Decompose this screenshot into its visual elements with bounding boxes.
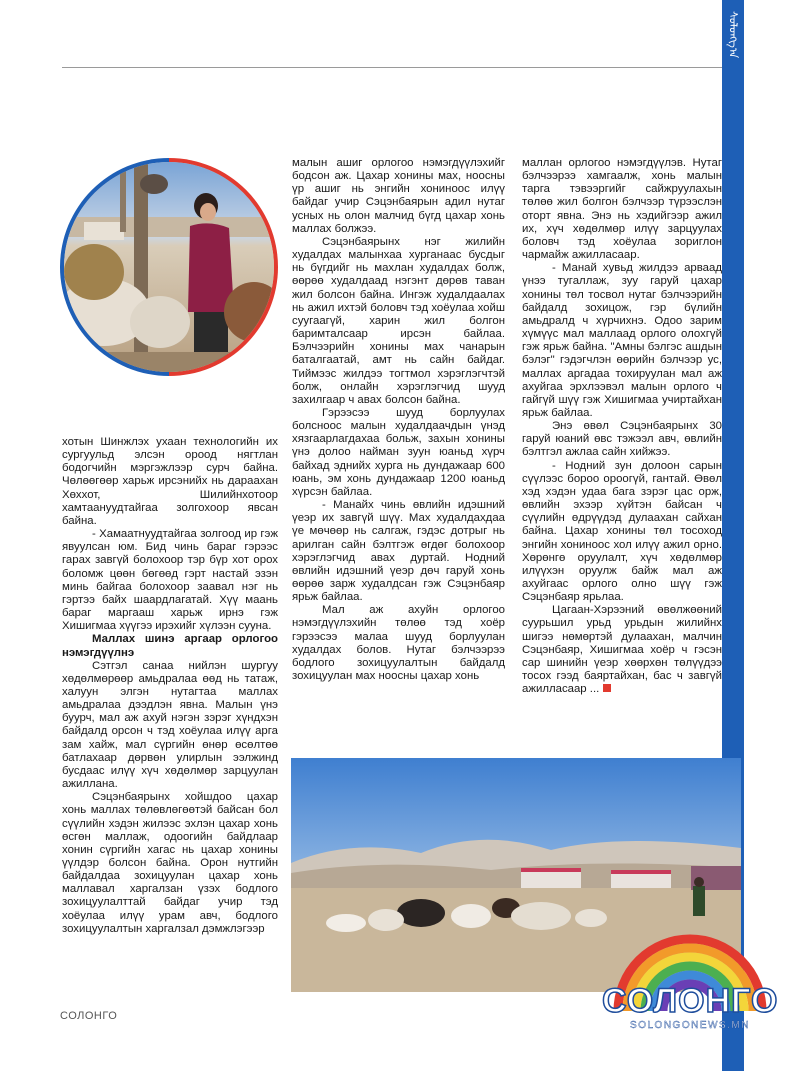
paragraph-last xyxy=(522,604,722,696)
paragraph-text: Цагаан-Хэрээний өвөлжөөний суурьшил урьд урьдын жилийнх шигээ нөмөртэй дулаахан, малчин Сэцэнбаяр, Хишигмаа хоёр ч гэсэн сар шинийн үеэр хөөрхөн төлүүдээ тосох гээд баяртайхан, бас ч завгүй ажилласаар ... xyxy=(522,604,722,696)
article-column-1 xyxy=(62,436,278,936)
logo-wordmark: СОЛОНГО xyxy=(602,982,779,1020)
header-rule xyxy=(62,67,722,68)
paragraph: маллан орлогоо нэмэгдүүлэв. Нутаг бэлчээрээ хамгаалж, хонь малын тарга тэвээргийг сайжруулахын төлөө жил болгон бэлчээр түрээслэн оторт явна. Энэ нь хэдийгээр ажил их, хүч хөдөлмөр илүү зарцуулах боловч тэд хоёулаа зориглон чармайж ажилласаар. xyxy=(522,157,722,262)
paragraph: Сэцэнбаярынх хойшдоо цахар хонь маллах төлөвлөгөөтэй байсан бол сүүлийн хэдэн жилээс эхлэн цахар хонь өсгөн маллаж, одоогийн байдлаар хонин сүргийн хагас нь цахар хонины үүлдэр болсон байна. Орон нутгийн байдалдаа зохицуулан цахар хонь маллавал харгалзан үзэх бодлого зохицуулалттай байдаг учир тэд хоёулаа илүү урам авч, бодлого зохицуулалтын харгалзал дэмжлэгээр xyxy=(62,791,278,935)
paragraph: Сэцэнбаярынх нэг жилийн худалдах малынхаа хурганаас бусдыг нь бүгдийг нь махлан худалдах болж, өөрөө худалдаад нэгэнт дөрөв таван жил болсон байна. Ингэж худалдаалах нь ажил ихтэй боловч тэд хоёулаа хойш суугаагүй, харин жил болгон баримталсаар ирсэн байлаа. Бэлчээрийн хонины мах чанарын баталгаатай, амт нь сайн байдаг. Тиймээс жилдээ тогтмол хэрэглэгчтэй болж, онлайн хэрэглэгчид шууд захилгаар ч авах болсон байна. xyxy=(292,235,505,406)
paragraph: - Хамаатнуудтайгаа золгоод ир гэж явуулсан юм. Бид чинь бараг гэрээс гарах завгүй болохоор тэр бүр хот орох боломж цөөн бөгөөд гэрт настай эзэн минь байгаа болохоор заавал нэг нь гэртээ байх шаардлагатай. Хүү маань бараг маргааш харьж ирнэ гэж Хишигмаа хүүгээ ирэхийг хүлээн сууна. xyxy=(62,528,278,633)
paragraph: хотын Шинжлэх ухаан технологийн их сургуульд элсэн ороод нягтлан бодогчийн мэргэжлээр сурч байна. Чөлөөгөөр харьж ирсэнийх нь дараахан Хөххот, Шилийнхотоор хамтаануудтайгаа золгохоор явсан байна. xyxy=(62,436,278,527)
article-column-3 xyxy=(522,157,722,696)
side-tab xyxy=(722,0,744,70)
paragraph: малын ашиг орлогоо нэмэгдүүлэхийг бодсон аж. Цахар хонины мах, ноосны үр ашиг нь энгийн хониноос илүү байдаг учир Сэцэнбаярын адил нутаг усных нь олон малчид бүгд цахар хонь маллах болжээ. xyxy=(292,157,505,235)
portrait-photo xyxy=(64,162,274,372)
paragraph: - Манайх чинь өвлийн идэшний үеэр их завгүй шүү. Мах худалдахдаа үе мөчөөр нь салгаж, гэдэс дотрыг нь арилган сайн бэлтгэж өгдөг болохоор хэрэглэгчид авах дуртай. Нодний өвлийн идэшний үеэр дөч гаруй хонь өөрөө зарж худалдсан гэж Сэцэнбаяр ярьж байлаа. xyxy=(292,499,505,604)
article-column-2 xyxy=(292,157,505,683)
end-mark-icon xyxy=(603,684,611,692)
side-tab-text: ᠰᠣᠯᠣᠩᠭ᠎ᠠ xyxy=(726,11,740,59)
paragraph: Сэтгэл санаа нийлэн шургуу хөдөлмөрөөр амьдралаа өөд нь татаж, халуун элгэн нутагтаа маллах амьдралаа дээдлэн явна. Малын үнэ буурч, мал аж ахуй нэгэн зэрэг хүндхэн байдалд орсон ч тэд хоёулаа илүү арга зам хайж, мал сүргийн өнөр өсөлтөө батлахаар дөрвөн улирлын ээлжинд бусдаас илүү хүч хөдөлмөр зарцуулан ажиллана. xyxy=(62,659,278,791)
logo-url: SOLONGONEWS.MN xyxy=(630,1020,750,1031)
paragraph: Энэ өвөл Сэцэнбаярынх 30 гаруй юаний өвс тэжээл авч, өвлийн бэлтгэл ажлаа сайн хийжээ. xyxy=(522,420,722,459)
paragraph: Мал аж ахуйн орлогоо нэмэгдүүлэхийн төлөө тэд хоёр гэрээсээ малаа шууд борлуулан худалдах болов. Нутаг бэлчээрээ бодлого зохицуулалтын байдалд зохицуулан мах ноосны цахар хонь xyxy=(292,604,505,683)
portrait-illustration xyxy=(64,162,274,372)
section-heading: Маллах шинэ аргаар орлогоо нэмэгдүүлнэ xyxy=(62,633,278,659)
footer-magazine-name: СОЛОНГО xyxy=(60,1010,118,1022)
paragraph: - Нодний зун долоон сарын сүүлээс бороо ороогүй, гантай. Өвөл хэд хэдэн удаа бага зэрэг цас орж, өвлийн эхээр хүйтэн байсан ч сүүлийн өдрүүдэд дулаахан сайхан байна. Цахар хонины төл тосоход энгийн хониноос хол илүү ажил орно. Хөрөнгө оруулалт, хүч хөдөлмөр илүүхэн оруулж байж мал аж ахуйгаас орлого олно шүү гэж Сэцэнбаяр ярьлаа. xyxy=(522,459,722,604)
paragraph: - Манай хувьд жилдээ арваад үнээ тугаллаж, зуу гаруй цахар хонины төл тосвол нутаг бэлчээрийн байдалд зохицож, гэр бүлийн амьдралд ч хүрчихнэ. Одоо зарим хүмүүс мал маллаад орлого олохгүй гэж ярьж байна. "Амны бэлгэс ашдын бэлэг" гэдэгчлэн өөрийн бэлчээр ус, маллах аргадаа тохируулан мал аж ахуйгаа эрхлээвэл малын орлого ч гайгүй шүү гэж Хишигмаа учиртайхан ярьж байлаа. xyxy=(522,262,722,419)
paragraph: Гэрээсээ шууд борлуулах болсноос малын худалдаачдын үнэд хязгаарлагдахаа больж, захын хонины үнэ долоо найман зуун юаньд хүрч байхад эднийх хурга нь дундажаар 600 юань, эм хонь дундажаар 1200 юаньд хүрсэн байлаа. xyxy=(292,406,505,498)
portrait-frame xyxy=(60,158,278,376)
